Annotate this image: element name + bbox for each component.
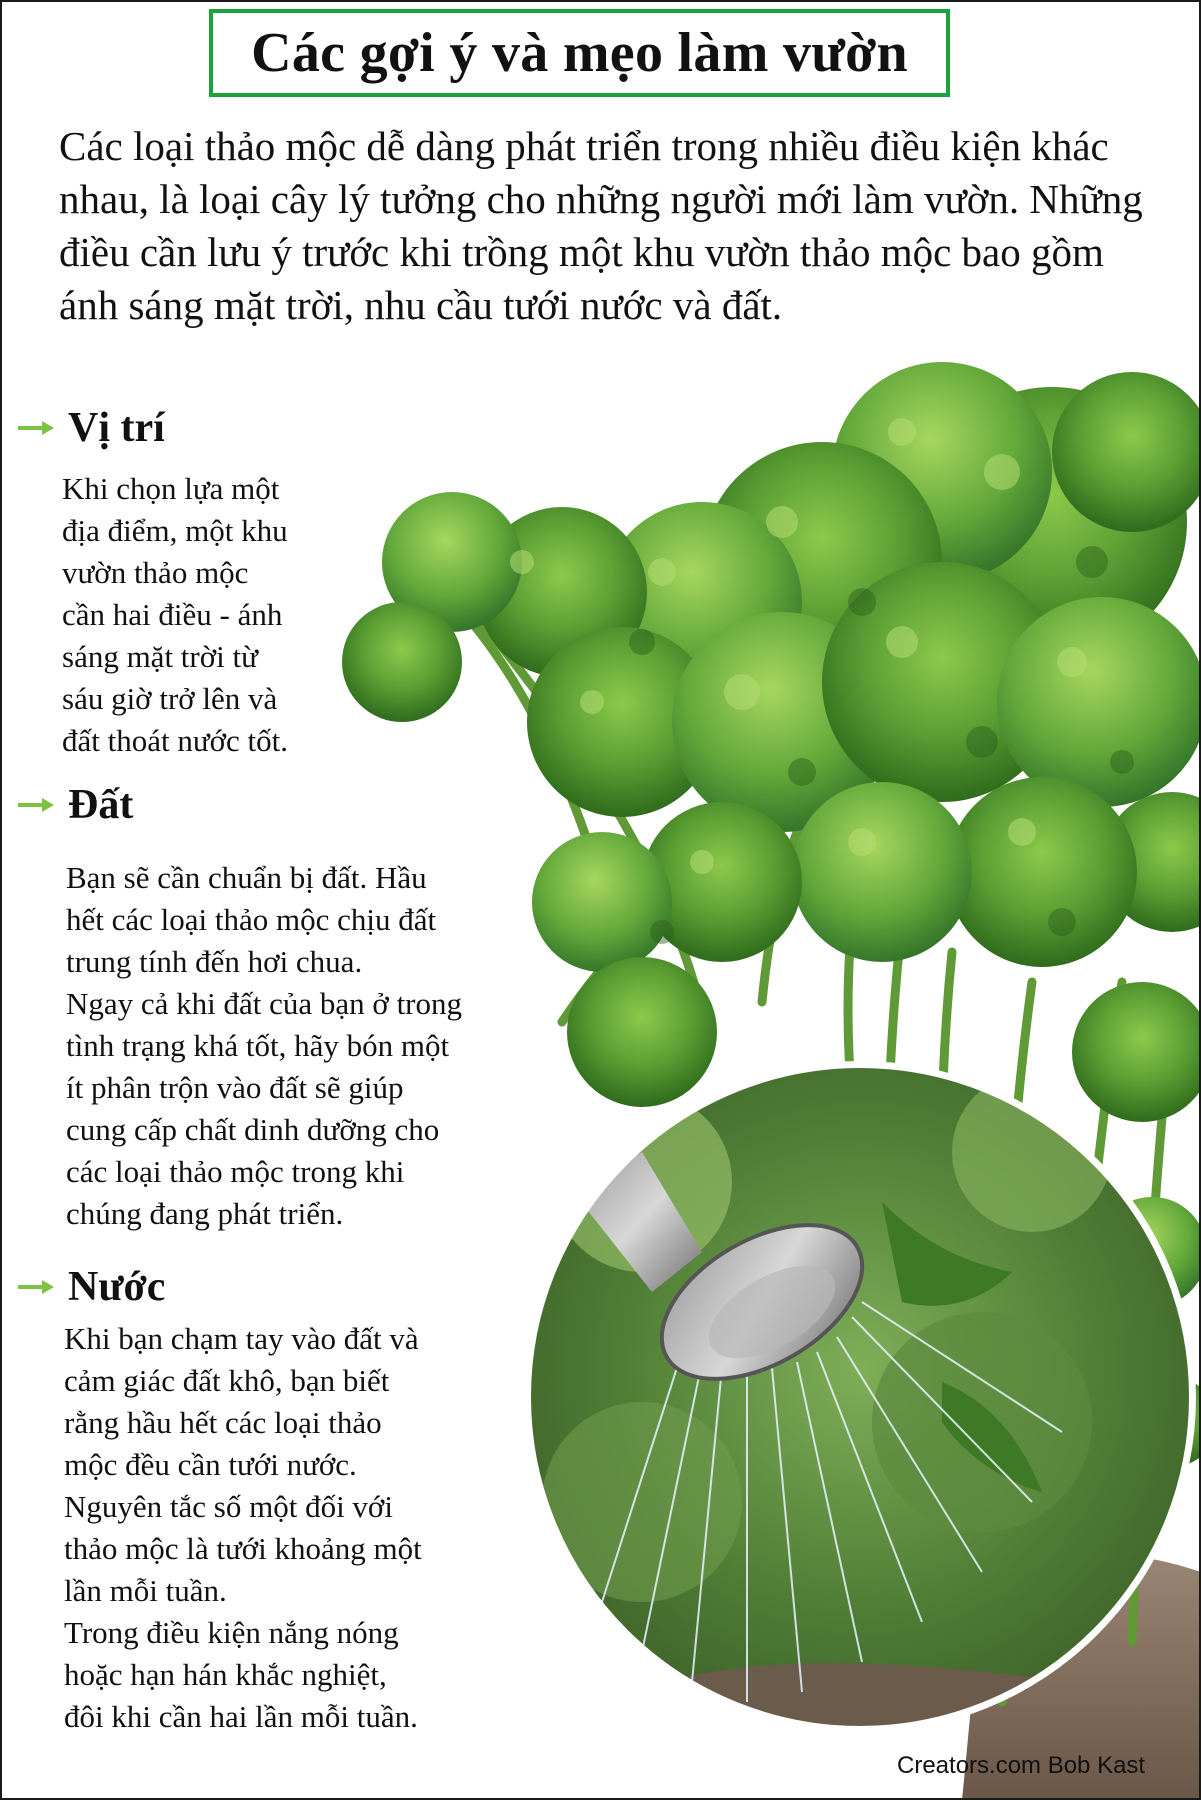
text-line: Khi chọn lựa một (62, 471, 280, 506)
text-line: cảm giác đất khô, bạn biết (64, 1363, 390, 1398)
text-line: đất thoát nước tốt. (62, 723, 289, 758)
text-line: thảo mộc là tưới khoảng một (64, 1531, 422, 1566)
green-arrow-icon (16, 418, 56, 438)
text-line: các loại thảo mộc trong khi (66, 1154, 405, 1189)
text-line: sáu giờ trở lên và (62, 681, 278, 716)
text-line: vườn thảo mộc (62, 555, 249, 590)
text-line: đôi khi cần hai lần mỗi tuần. (64, 1699, 418, 1734)
text-line: Bạn sẽ cần chuẩn bị đất. Hầu (66, 860, 427, 895)
text-line: cung cấp chất dinh dưỡng cho (66, 1112, 440, 1147)
title-box (209, 9, 950, 97)
section-heading-water (16, 1263, 165, 1311)
text-line: tình trạng khá tốt, hãy bón một (66, 1028, 450, 1063)
text-line: Nguyên tắc số một đối với (64, 1489, 393, 1524)
text-line: Khi bạn chạm tay vào đất và (64, 1321, 419, 1356)
credit-line: Creators.com Bob Kast (897, 1752, 1146, 1779)
section-body-location (62, 468, 288, 762)
text-line: hoặc hạn hán khắc nghiệt, (64, 1657, 387, 1692)
text-line: sáng mặt trời từ (62, 639, 258, 674)
section-heading-text: Vị trí (68, 405, 165, 451)
text-line: chúng đang phát triển. (66, 1196, 344, 1231)
text-line: mộc đều cần tưới nước. (64, 1447, 357, 1482)
green-arrow-icon (16, 1277, 56, 1297)
page-title: Các gợi ý và mẹo làm vườn (251, 22, 908, 84)
text-line: cần hai điều - ánh (62, 597, 283, 632)
section-heading-soil (16, 781, 133, 829)
intro-paragraph: Các loại thảo mộc dễ dàng phát triển trong nhiều điều kiện khác nhau, là loại cây lý tưởng cho những người mới làm vườn. Những điều cần lưu ý trước khi trồng một khu vườn thảo mộc bao gồm ánh sáng mặt trời, nhu cầu tưới nước và đất. (59, 123, 1143, 328)
section-heading-text: Đất (68, 782, 134, 828)
green-arrow-icon (16, 795, 56, 815)
text-line: rằng hầu hết các loại thảo (64, 1405, 382, 1440)
text-line: Ngay cả khi đất của bạn ở trong (66, 986, 463, 1021)
text-line: ít phân trộn vào đất sẽ giúp (66, 1070, 404, 1105)
section-body-soil (66, 857, 462, 1235)
text-line: hết các loại thảo mộc chịu đất (66, 902, 437, 937)
section-heading-text: Nước (68, 1264, 166, 1310)
text-line: lần mỗi tuần. (64, 1573, 227, 1608)
text-line: địa điểm, một khu (62, 513, 288, 548)
text-line: trung tính đến hơi chua. (66, 944, 363, 979)
text-line: Trong điều kiện nắng nóng (64, 1615, 399, 1650)
section-heading-location (16, 404, 165, 452)
section-body-water (64, 1318, 422, 1738)
